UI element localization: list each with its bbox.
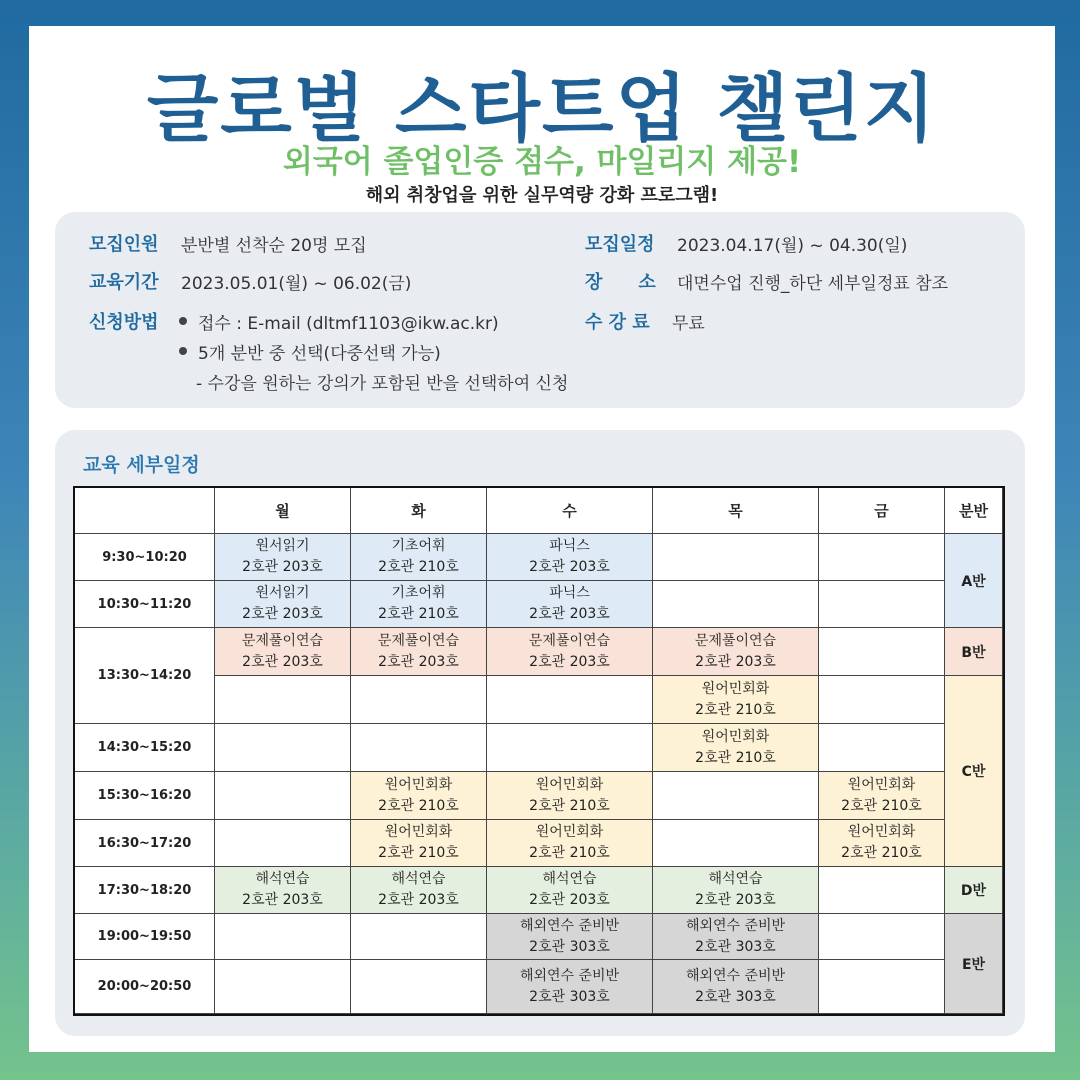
empty-cell — [351, 960, 487, 1014]
edu-period-value: 2023.05.01(월) ~ 06.02(금) — [181, 274, 412, 294]
time-slot: 16:30~17:20 — [97, 835, 192, 851]
day-header-cell — [351, 488, 487, 534]
course-room: 2호관 203호 — [529, 606, 610, 622]
bullet-icon — [179, 347, 187, 355]
time-slot: 20:00~20:50 — [97, 979, 192, 994]
course-name: 해외연수 준비반 — [519, 967, 620, 984]
class-session-cell — [487, 867, 653, 914]
course-room: 2호관 210호 — [841, 845, 922, 861]
ban-cell — [945, 534, 1003, 628]
empty-cell — [819, 960, 945, 1014]
day-header: 목 — [728, 502, 743, 520]
schedule-table — [73, 486, 1005, 1016]
course-room: 2호관 203호 — [529, 653, 610, 670]
time-cell — [75, 867, 215, 914]
day-header: 화 — [411, 502, 426, 520]
empty-cell — [351, 676, 487, 724]
course-room: 2호관 210호 — [378, 606, 459, 622]
empty-cell — [653, 820, 819, 867]
ban-label: C반 — [961, 764, 986, 780]
class-session-cell — [487, 820, 653, 867]
empty-cell — [819, 676, 945, 724]
course-name: 원서읽기 — [255, 585, 310, 601]
empty-cell — [487, 676, 653, 724]
class-session-cell — [653, 724, 819, 772]
ban-cell — [945, 676, 1003, 867]
recruit-period-value: 2023.04.17(월) ~ 04.30(일) — [677, 236, 908, 256]
day-header-cell — [653, 488, 819, 534]
course-room: 2호관 303호 — [529, 938, 610, 955]
place-label: 장 소 — [585, 272, 656, 293]
course-room: 2호관 203호 — [242, 653, 323, 670]
empty-cell — [215, 772, 351, 820]
class-session-cell — [487, 960, 653, 1014]
class-session-cell — [487, 914, 653, 960]
time-slot: 14:30~15:20 — [97, 740, 192, 755]
time-slot: 15:30~16:20 — [97, 788, 192, 803]
course-name: 기초어휘 — [391, 538, 446, 554]
empty-cell — [653, 534, 819, 581]
course-room: 2호관 210호 — [529, 845, 610, 861]
empty-cell — [819, 534, 945, 581]
course-room: 2호관 203호 — [242, 606, 323, 622]
course-name: 문제풀이연습 — [694, 632, 777, 649]
empty-cell — [819, 581, 945, 628]
course-name: 해외연수 준비반 — [685, 967, 786, 984]
bullet-icon — [179, 317, 187, 325]
class-session-cell — [351, 581, 487, 628]
class-session-cell — [351, 820, 487, 867]
empty-cell — [819, 628, 945, 676]
class-session-cell — [487, 581, 653, 628]
time-cell — [75, 724, 215, 772]
class-session-cell — [653, 628, 819, 676]
class-session-cell — [487, 534, 653, 581]
course-room: 2호관 203호 — [695, 653, 776, 670]
course-room: 2호관 210호 — [378, 797, 459, 814]
course-room: 2호관 210호 — [378, 845, 459, 861]
ban-header: 분반 — [959, 502, 988, 520]
course-name: 문제풀이연습 — [377, 632, 460, 649]
course-name: 파닉스 — [549, 538, 590, 554]
time-cell — [75, 534, 215, 581]
empty-cell — [215, 820, 351, 867]
ban-label: B반 — [961, 644, 986, 661]
course-name: 원어민회화 — [701, 728, 770, 745]
time-cell — [75, 772, 215, 820]
course-room: 2호관 210호 — [695, 749, 776, 766]
edu-period-label: 교육기간 — [89, 272, 159, 293]
course-name: 기초어휘 — [391, 585, 446, 601]
day-header-cell — [215, 488, 351, 534]
course-name: 원어민회화 — [384, 824, 453, 840]
course-name: 해외연수 준비반 — [519, 917, 620, 934]
time-slot: 17:30~18:20 — [97, 882, 192, 898]
course-room: 2호관 303호 — [695, 938, 776, 955]
recruit-count-value: 분반별 선착순 20명 모집 — [181, 236, 367, 256]
apply-method-note: - 수강을 원하는 강의가 포함된 반을 선택하여 신청 — [196, 374, 569, 394]
course-room: 2호관 203호 — [529, 892, 610, 908]
class-session-cell — [351, 534, 487, 581]
class-session-cell — [351, 772, 487, 820]
time-slot: 9:30~10:20 — [102, 549, 187, 565]
info-panel — [55, 212, 1025, 408]
course-name: 해석연습 — [708, 871, 763, 887]
class-session-cell — [351, 628, 487, 676]
empty-cell — [653, 772, 819, 820]
empty-cell — [351, 914, 487, 960]
course-room: 2호관 203호 — [529, 559, 610, 575]
course-name: 원어민회화 — [701, 680, 770, 697]
course-room: 2호관 203호 — [695, 892, 776, 908]
ban-cell — [945, 867, 1003, 914]
course-name: 해석연습 — [542, 871, 597, 887]
course-room: 2호관 210호 — [529, 797, 610, 814]
course-room: 2호관 203호 — [242, 892, 323, 908]
class-session-cell — [215, 534, 351, 581]
class-session-cell — [215, 581, 351, 628]
empty-cell — [215, 724, 351, 772]
day-header: 월 — [275, 502, 290, 520]
empty-cell — [215, 914, 351, 960]
empty-cell — [819, 914, 945, 960]
recruit-count-label: 모집인원 — [89, 234, 159, 255]
time-cell — [75, 581, 215, 628]
course-name: 문제풀이연습 — [241, 632, 324, 649]
class-session-cell — [653, 914, 819, 960]
time-slot: 10:30~11:20 — [97, 596, 192, 612]
course-name: 원어민회화 — [535, 776, 604, 793]
day-header: 수 — [562, 502, 577, 520]
page-subtitle: 외국어 졸업인증 점수, 마일리지 제공! — [282, 144, 802, 180]
course-name: 파닉스 — [549, 585, 590, 601]
apply-method-email: 접수 : E-mail (dltmf1103@ikw.ac.kr) — [198, 314, 499, 334]
day-header-cell — [819, 488, 945, 534]
course-room: 2호관 203호 — [242, 559, 323, 575]
schedule-title: 교육 세부일정 — [83, 454, 200, 476]
course-name: 원어민회화 — [535, 824, 604, 840]
apply-label: 신청방법 — [89, 312, 159, 333]
course-room: 2호관 303호 — [695, 988, 776, 1005]
empty-cell — [351, 724, 487, 772]
apply-method-select: 5개 분반 중 선택(다중선택 가능) — [198, 344, 441, 364]
course-room: 2호관 203호 — [378, 892, 459, 908]
fee-label: 수 강 료 — [585, 312, 650, 333]
course-name: 원어민회화 — [847, 824, 916, 840]
time-cell — [75, 960, 215, 1014]
course-room: 2호관 303호 — [529, 988, 610, 1005]
schedule-panel — [55, 430, 1025, 1036]
class-session-cell — [653, 867, 819, 914]
class-session-cell — [819, 772, 945, 820]
empty-cell — [487, 724, 653, 772]
class-session-cell — [215, 628, 351, 676]
class-session-cell — [819, 820, 945, 867]
empty-cell — [653, 581, 819, 628]
empty-cell — [819, 724, 945, 772]
ban-label: E반 — [961, 956, 986, 973]
class-session-cell — [351, 867, 487, 914]
course-room: 2호관 210호 — [841, 797, 922, 814]
empty-cell — [215, 676, 351, 724]
ban-cell — [945, 628, 1003, 676]
course-name: 원어민회화 — [847, 776, 916, 793]
page-tagline: 해외 취창업을 위한 실무역량 강화 프로그램! — [365, 185, 719, 206]
class-session-cell — [487, 628, 653, 676]
course-name: 해석연습 — [391, 871, 446, 887]
time-cell — [75, 914, 215, 960]
header-corner-cell — [75, 488, 215, 534]
recruit-period-label: 모집일정 — [585, 234, 655, 255]
time-slot: 19:00~19:50 — [97, 929, 192, 944]
course-room: 2호관 210호 — [695, 701, 776, 718]
course-name: 해석연습 — [255, 871, 310, 887]
day-header: 금 — [874, 502, 889, 520]
ban-label: A반 — [961, 573, 986, 590]
course-room: 2호관 203호 — [378, 653, 459, 670]
course-room: 2호관 210호 — [378, 559, 459, 575]
class-session-cell — [215, 867, 351, 914]
empty-cell — [215, 960, 351, 1014]
time-cell — [75, 820, 215, 867]
day-header-cell — [487, 488, 653, 534]
poster-card — [29, 26, 1055, 1052]
ban-cell — [945, 914, 1003, 1014]
course-name: 문제풀이연습 — [528, 632, 611, 649]
class-session-cell — [487, 772, 653, 820]
course-name: 원어민회화 — [384, 776, 453, 793]
class-session-cell — [653, 676, 819, 724]
ban-header-cell — [945, 488, 1003, 534]
empty-cell — [819, 867, 945, 914]
page-title: 글로벌 스타트업 챌린지 — [146, 66, 938, 152]
place-value: 대면수업 진행_하단 세부일정표 참조 — [677, 274, 949, 294]
time-slot: 13:30~14:20 — [97, 668, 192, 683]
class-session-cell — [653, 960, 819, 1014]
ban-label: D반 — [960, 883, 987, 899]
time-cell — [75, 628, 215, 724]
fee-value: 무료 — [672, 314, 705, 334]
course-name: 해외연수 준비반 — [685, 917, 786, 934]
course-name: 원서읽기 — [255, 538, 310, 554]
